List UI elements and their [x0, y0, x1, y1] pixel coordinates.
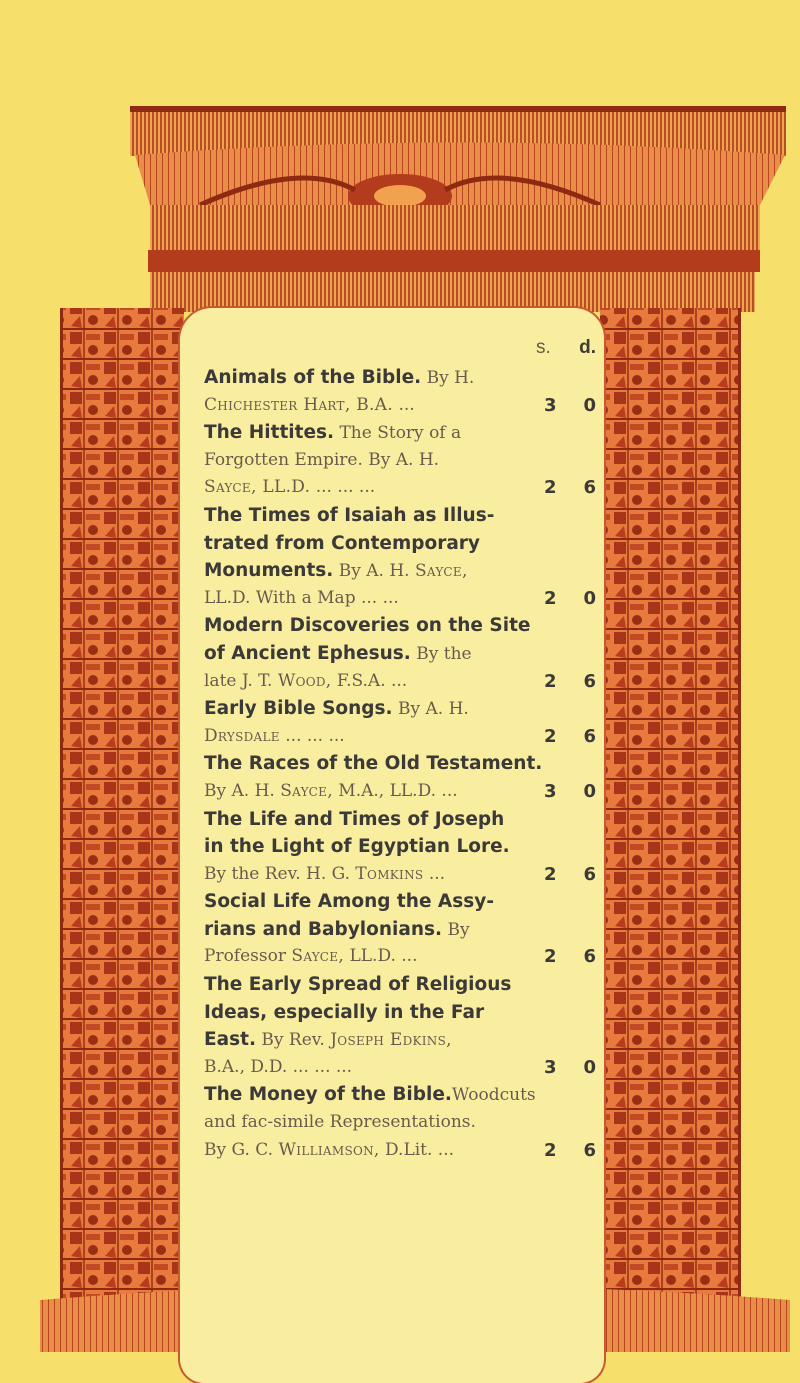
book-title: East. — [204, 1029, 257, 1051]
entry-text: Forgotten Empire. By A. H. — [204, 449, 440, 470]
entry-text: D.Lit. ... — [379, 1139, 455, 1160]
book-title: Modern Discoveries on the Site — [204, 615, 531, 637]
pence-header: d. — [579, 337, 596, 358]
author-name: Sayce, — [291, 946, 345, 967]
entry-line — [204, 806, 604, 834]
entry-text: By A. H. — [392, 699, 469, 720]
entry-line — [204, 971, 604, 999]
book-list — [204, 364, 604, 1164]
entry-line — [204, 943, 604, 971]
author-name: Sayce, — [280, 780, 333, 801]
book-title: Early Bible Songs. — [204, 698, 393, 720]
book-title: Ideas, especially in the Far — [204, 1001, 485, 1023]
entry-line — [204, 668, 604, 696]
entry-text: By — [442, 919, 470, 940]
entry-text: M.A., LL.D. ... — [332, 780, 458, 801]
price-shillings: 3 — [544, 1056, 557, 1078]
entry-text: LL.D. ... — [344, 946, 418, 967]
author-name: Sayce, — [414, 561, 468, 582]
book-title: The Early Spread of Religious — [204, 974, 512, 996]
entry-line — [204, 916, 604, 944]
book-entry — [204, 364, 604, 419]
book-price — [544, 1137, 596, 1165]
book-entry — [204, 695, 604, 750]
entry-text: and fac-simile Representations. — [204, 1112, 476, 1133]
price-shillings: 2 — [544, 670, 557, 692]
shillings-header: s. — [536, 337, 551, 358]
entry-line — [204, 640, 604, 668]
entry-line — [204, 999, 604, 1027]
book-entry — [204, 1081, 604, 1164]
book-title: Animals of the Bible. — [204, 367, 422, 388]
price-shillings: 2 — [544, 587, 557, 609]
book-entry — [204, 612, 604, 695]
book-price — [544, 778, 596, 806]
entry-line — [204, 778, 604, 806]
book-entry — [204, 806, 604, 889]
entry-line — [204, 557, 604, 585]
entry-text: Woodcuts — [451, 1085, 536, 1106]
entry-text: By A. H. — [333, 561, 415, 582]
price-pence: 6 — [583, 725, 596, 747]
author-name: Tomkins — [355, 863, 424, 884]
entry-line — [204, 1054, 604, 1082]
price-pence: 0 — [583, 780, 596, 802]
price-pence: 6 — [583, 670, 596, 692]
author-name: Joseph Edkins, — [330, 1030, 452, 1051]
entry-text: ... — [423, 863, 446, 884]
entry-text: late J. T. — [204, 670, 278, 691]
book-price — [544, 392, 596, 420]
book-title: Monuments. — [204, 560, 334, 582]
price-shillings: 2 — [544, 946, 557, 968]
book-price — [544, 1054, 596, 1082]
price-shillings: 3 — [544, 780, 557, 802]
book-title: rians and Babylonians. — [204, 918, 443, 940]
entry-line — [204, 695, 604, 723]
entry-line — [204, 612, 604, 640]
author-name: Wood, — [277, 670, 332, 691]
book-price — [544, 474, 596, 502]
book-price — [544, 861, 596, 889]
entry-line — [204, 1109, 604, 1137]
entry-text: LL.D. With a Map ... ... — [204, 587, 399, 608]
price-shillings: 2 — [544, 477, 557, 499]
price-pence: 0 — [583, 394, 596, 416]
price-column-header — [536, 337, 596, 359]
entry-text: The Story of a — [334, 423, 462, 444]
book-title: The Times of Isaiah as Illus- — [204, 504, 495, 526]
book-title: The Life and Times of Joseph — [204, 808, 505, 830]
price-pence: 0 — [583, 1056, 596, 1078]
price-pence: 0 — [583, 587, 596, 609]
entry-text: By G. C. — [204, 1139, 279, 1160]
book-entry — [204, 502, 604, 612]
entry-text: By the — [410, 643, 472, 664]
entry-text: ... ... ... — [279, 725, 345, 746]
book-title: of Ancient Ephesus. — [204, 642, 411, 664]
entry-text: ... — [393, 394, 415, 415]
price-pence: 6 — [583, 1139, 596, 1161]
book-title: The Races of the Old Testament. — [204, 753, 543, 775]
entry-line — [204, 1137, 604, 1165]
price-pence: 6 — [583, 477, 596, 499]
entry-text: B.A., D.D. ... ... ... — [204, 1056, 353, 1077]
price-shillings: 3 — [544, 394, 557, 416]
book-entry — [204, 750, 604, 805]
entry-line — [204, 833, 604, 861]
entry-line — [204, 1026, 604, 1054]
entry-text: By H. — [421, 368, 475, 388]
book-title: The Hittites. — [204, 422, 335, 444]
price-shillings: 2 — [544, 863, 557, 885]
book-entry — [204, 888, 604, 971]
book-price — [544, 585, 596, 613]
book-price — [544, 943, 596, 971]
author-name: Sayce, LL.D. — [204, 477, 311, 498]
book-price — [544, 668, 596, 696]
entry-line — [204, 502, 604, 530]
price-shillings: 2 — [544, 725, 557, 747]
entry-line — [204, 530, 604, 558]
book-price — [544, 723, 596, 751]
price-pence: 6 — [583, 863, 596, 885]
entry-line — [204, 419, 604, 447]
author-name: Williamson, — [278, 1139, 380, 1160]
book-title: The Money of the Bible. — [204, 1084, 452, 1106]
entry-line — [204, 474, 604, 502]
author-name: Drysdale — [204, 725, 280, 746]
entry-text: By Rev. — [256, 1030, 331, 1051]
book-entry — [204, 419, 604, 502]
book-title: trated from Contemporary — [204, 532, 480, 554]
author-name: Chichester Hart, B.A. — [204, 394, 394, 415]
entry-line — [204, 392, 604, 420]
entry-text: By the Rev. H. G. — [204, 863, 356, 884]
entry-line — [204, 750, 604, 778]
price-shillings: 2 — [544, 1139, 557, 1161]
entry-line — [204, 364, 604, 392]
entry-line — [204, 861, 604, 889]
entry-line — [204, 888, 604, 916]
price-pence: 6 — [583, 946, 596, 968]
entry-text: By A. H. — [204, 780, 281, 801]
entry-text: F.S.A. ... — [331, 670, 408, 691]
book-title: Social Life Among the Assy- — [204, 891, 495, 913]
book-title: in the Light of Egyptian Lore. — [204, 836, 510, 858]
entry-line — [204, 447, 604, 475]
entry-text: ... ... ... — [310, 477, 376, 498]
book-entry — [204, 971, 604, 1081]
entry-line — [204, 585, 604, 613]
entry-text: Professor — [204, 946, 292, 967]
entry-line — [204, 723, 604, 751]
entry-line — [204, 1081, 604, 1109]
